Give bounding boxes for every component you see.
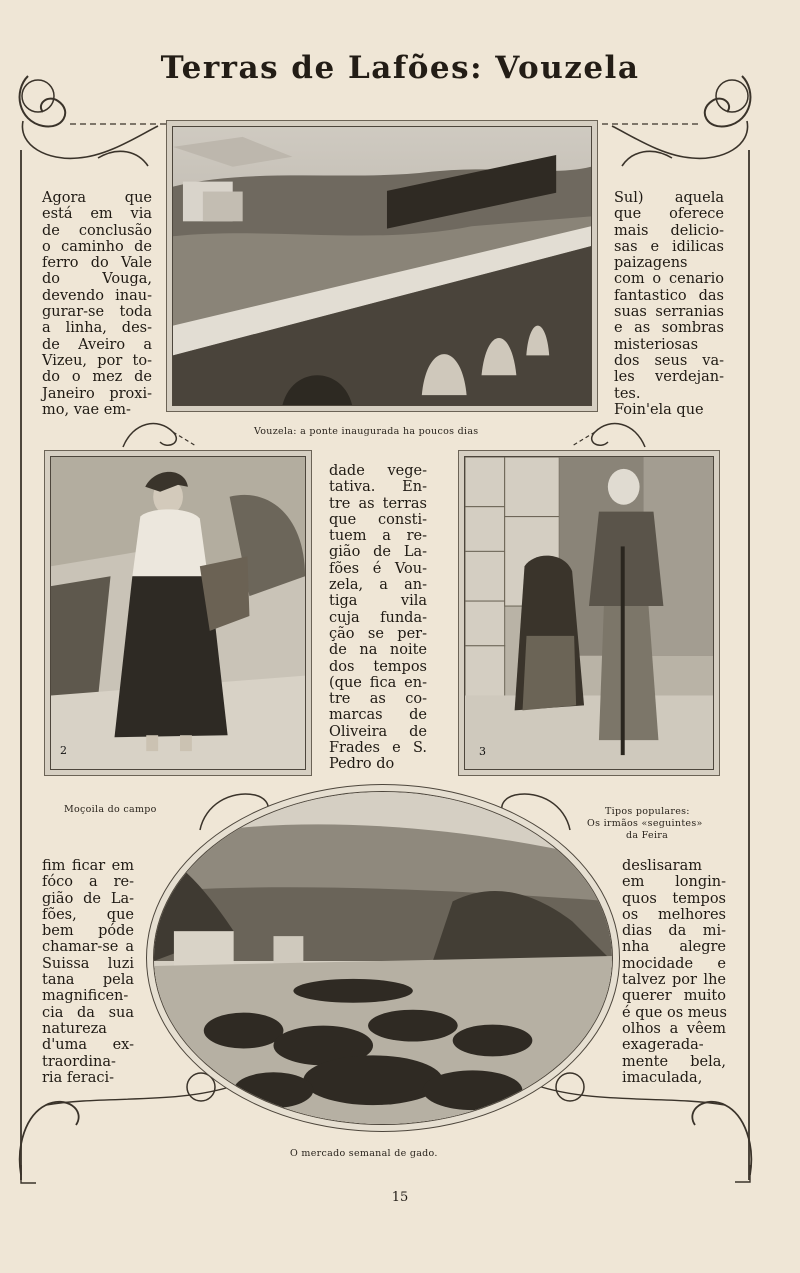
text-line: de na noite	[329, 642, 427, 659]
text-line: fim ficar em	[42, 858, 134, 874]
market-photo	[146, 784, 620, 1132]
caption-tipos-line-2: Os irmãos «seguintes»	[587, 818, 703, 829]
bridge-photo	[166, 120, 598, 412]
text-line: tes.	[614, 385, 641, 402]
text-column-right-2	[622, 858, 726, 1086]
text-line: mente bela,	[622, 1053, 726, 1070]
text-line: gião de La-	[42, 890, 134, 907]
text-line: talvez por lhe	[622, 972, 726, 989]
frame-line-right	[748, 150, 750, 1180]
text-line: marcas de	[329, 707, 427, 724]
text-line: em longin-	[622, 874, 726, 891]
text-line: d'uma ex-	[42, 1037, 134, 1054]
text-line: que consti-	[329, 511, 427, 528]
text-line: Agora que	[42, 190, 152, 206]
text-line: Frades e S.	[329, 740, 427, 757]
text-line: Pedro do	[329, 756, 395, 773]
text-line: (que fica en-	[329, 674, 427, 691]
text-line: de Aveiro a	[42, 336, 152, 353]
text-column-left-1	[42, 190, 152, 418]
text-line: ria feraci-	[42, 1069, 115, 1086]
text-line: tana pela	[42, 972, 134, 989]
text-line: dos tempos	[329, 658, 427, 675]
text-line: bem póde	[42, 923, 134, 940]
text-line: Vizeu, por to-	[42, 352, 152, 369]
text-line: suas serranias	[614, 304, 724, 321]
text-line: do o mez de	[42, 369, 152, 386]
text-line: gurar-se toda	[42, 304, 152, 321]
text-line: cia da sua	[42, 1004, 134, 1021]
text-line: a linha, des-	[42, 320, 152, 337]
ornament-top-right-icon	[592, 66, 762, 176]
text-line: fóco a re-	[42, 874, 134, 891]
text-column-center	[329, 463, 427, 773]
text-line: fões, que	[42, 906, 134, 923]
text-line: exagerada-	[622, 1037, 704, 1054]
text-line: ferro do Vale	[42, 255, 152, 272]
text-line: Sul) aquela	[614, 190, 724, 206]
text-line: Janeiro proxi-	[42, 385, 152, 402]
text-line: fantastico das	[614, 287, 724, 304]
text-line: que oferece	[614, 206, 724, 223]
text-line: magnificen-	[42, 988, 129, 1005]
girl-photo	[44, 450, 312, 776]
text-line: ção se per-	[329, 625, 427, 642]
text-line: mo, vae em-	[42, 401, 131, 418]
text-line: e as sombras	[614, 320, 724, 337]
frame-line-left	[20, 150, 22, 1180]
text-line: quos tempos	[622, 890, 726, 907]
text-line: o caminho de	[42, 238, 152, 255]
text-line: tre as terras	[329, 495, 427, 512]
text-line: Suissa luzi	[42, 955, 134, 972]
text-line: tuem a re-	[329, 528, 427, 545]
text-line: imaculada,	[622, 1069, 703, 1086]
text-line: dade vege-	[329, 463, 427, 479]
text-line: traordina-	[42, 1053, 116, 1070]
text-line: com o cenario	[614, 271, 724, 288]
text-line: de conclusão	[42, 222, 152, 239]
text-line: sas e idilicas	[614, 238, 724, 255]
text-line: natureza	[42, 1020, 107, 1037]
text-line: querer muito	[622, 988, 726, 1005]
text-line: é que os meus	[622, 1004, 727, 1021]
text-line: mais delicio-	[614, 222, 724, 239]
page-title: Terras de Lafões: Vouzela	[160, 50, 640, 86]
text-line: dias da mi-	[622, 923, 726, 940]
ornament-top-left-icon	[8, 66, 168, 176]
text-line: gião de La-	[329, 544, 427, 561]
text-line: Oliveira de	[329, 723, 427, 740]
caption-tipos-line-1: Tipos populares:	[605, 806, 690, 817]
text-line: está em via	[42, 206, 152, 223]
text-line: olhos a vêem	[622, 1020, 726, 1037]
text-line: misteriosas	[614, 336, 699, 353]
caption-bridge: Vouzela: a ponte inaugurada ha poucos dias	[254, 426, 479, 437]
text-line: Foin'ela que	[614, 401, 704, 418]
text-line: zela, a an-	[329, 577, 427, 594]
page-number: 15	[391, 1190, 409, 1205]
caption-tipos-line-3: da Feira	[626, 830, 669, 841]
text-line: fões é Vou-	[329, 560, 427, 577]
caption-girl: Moçoila do campo	[64, 804, 157, 815]
text-column-left-2	[42, 858, 134, 1086]
text-line: mocidade e	[622, 955, 726, 972]
plate-number-couple: 3	[479, 745, 486, 758]
text-line: paizagens	[614, 255, 688, 272]
text-line: les verdejan-	[614, 369, 724, 386]
text-line: cuja funda-	[329, 609, 427, 626]
couple-photo	[458, 450, 720, 776]
text-line: deslisaram	[622, 858, 702, 874]
text-line: devendo inau-	[42, 287, 152, 304]
text-line: chamar-se a	[42, 939, 134, 956]
text-line: dos seus va-	[614, 352, 724, 369]
plate-number-girl: 2	[60, 744, 67, 757]
text-line: tiga vila	[329, 593, 427, 610]
text-line: os melhores	[622, 906, 726, 923]
caption-market: O mercado semanal de gado.	[290, 1148, 438, 1159]
text-line: tre as co-	[329, 691, 427, 708]
text-line: tativa. En-	[329, 479, 427, 496]
text-column-right-1	[614, 190, 724, 418]
text-line: nha alegre	[622, 939, 726, 956]
text-line: do Vouga,	[42, 271, 152, 288]
